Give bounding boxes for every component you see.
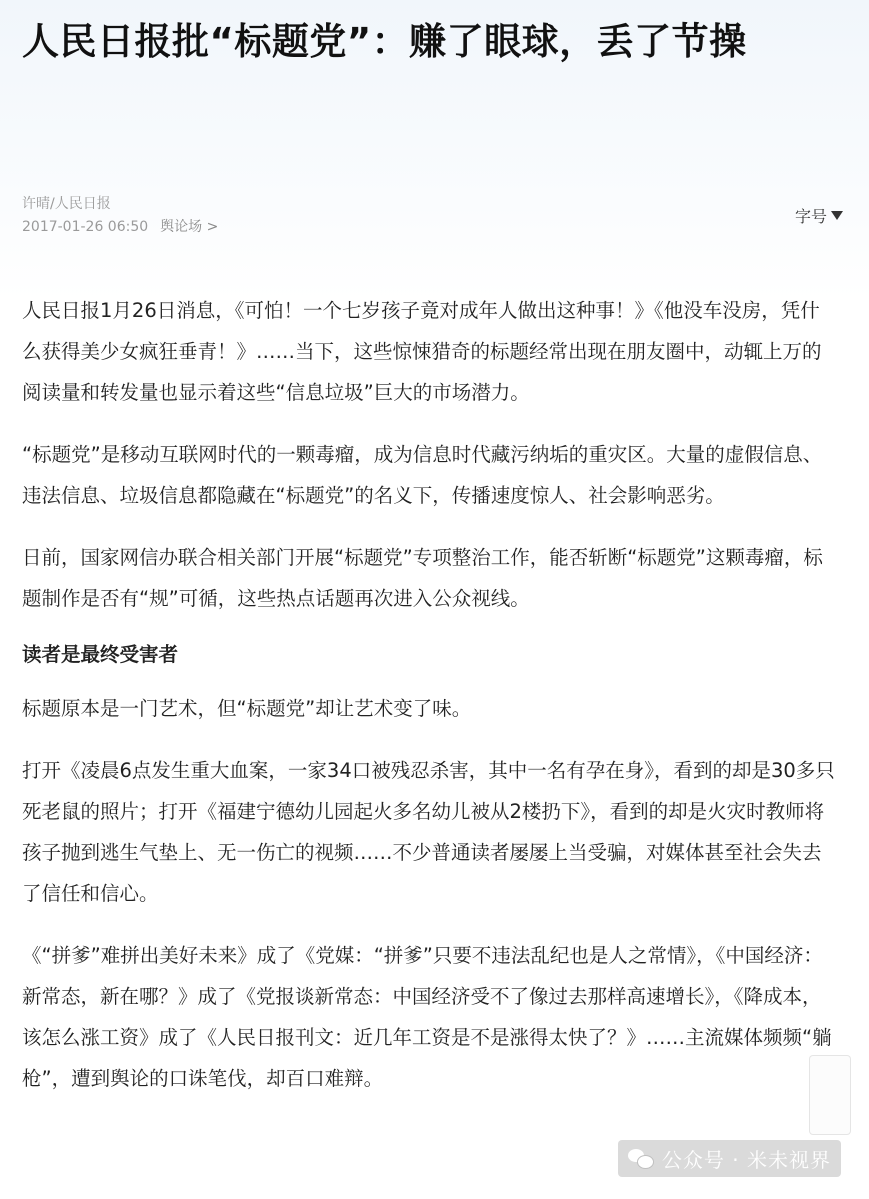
watermark	[618, 1140, 841, 1177]
paragraph: 日前，国家网信办联合相关部门开展“标题党”专项整治工作，能否斩断“标题党”这颗毒瘤，标题制作是否有“规”可循，这些热点话题再次进入公众视线。	[22, 546, 823, 610]
paragraph: “标题党”是移动互联网时代的一颗毒瘤，成为信息时代藏污纳垢的重灾区。大量的虚假信息、违法信息、垃圾信息都隐藏在“标题党”的名义下，传播速度惊人、社会影响恶劣。	[22, 443, 823, 507]
article-title: 人民日报批“标题党”：赚了眼球，丢了节操	[22, 20, 747, 63]
author-line: 许晴/人民日报	[22, 196, 111, 212]
paragraph: 标题原本是一门艺术，但“标题党”却让艺术变了味。	[22, 697, 472, 720]
subheading: 读者是最终受害者	[22, 643, 179, 666]
font-size-label: 字号	[794, 207, 827, 226]
publish-date: 2017-01-26 06:50	[22, 219, 149, 235]
seal-watermark	[809, 1055, 851, 1135]
section-link[interactable]: 舆论场 >	[160, 219, 219, 235]
article-meta	[22, 193, 218, 239]
article-body	[22, 290, 837, 1120]
paragraph: 《“拼爹”难拼出美好未来》成了《党媒：“拼爹”只要不违法乱纪也是人之常情》，《中国经济：新常态，新在哪？》成了《党报谈新常态：中国经济受不了像过去那样高速增长》，《降成本，该怎么涨工资》成了《人民日报刊文：近几年工资是不是涨得太快了？》……主流媒体频频“躺枪”，遭到舆论的口诛笔伐，却百口难辩。	[22, 944, 832, 1090]
caret-down-icon	[831, 211, 843, 220]
date-line	[22, 216, 218, 239]
font-size-button[interactable]	[795, 204, 843, 227]
wechat-icon	[628, 1149, 654, 1169]
paragraph: 人民日报1月26日消息，《可怕！一个七岁孩子竟对成年人做出这种事！》《他没车没房，凭什么获得美少女疯狂垂青！》……当下，这些惊悚猎奇的标题经常出现在朋友圈中，动辄上万的阅读量和转发量也显示着这些“信息垃圾”巨大的市场潜力。	[22, 299, 822, 404]
watermark-text: 公众号 · 米未视界	[661, 1148, 831, 1172]
paragraph: 打开《凌晨6点发生重大血案，一家34口被残忍杀害，其中一名有孕在身》，看到的却是30多只死老鼠的照片；打开《福建宁德幼儿园起火多名幼儿被从2楼扔下》，看到的却是火灾时教师将孩子抛到逃生气垫上、无一伤亡的视频……不少普通读者屡屡上当受骗，对媒体甚至社会失去了信任和信心。	[22, 759, 835, 905]
